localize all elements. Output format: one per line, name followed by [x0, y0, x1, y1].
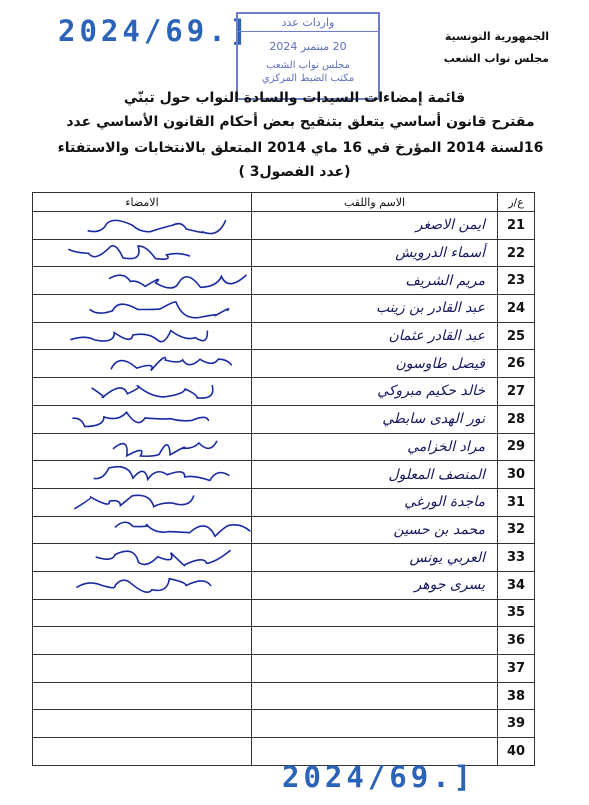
member-name — [252, 682, 498, 710]
member-name: ايمن الاصغر — [252, 212, 498, 240]
signatures-table — [32, 192, 535, 766]
table-row — [33, 405, 535, 433]
signature-cell — [33, 544, 252, 572]
signature-scribble — [33, 295, 253, 322]
row-number: 33 — [498, 544, 535, 572]
signature-scribble — [33, 350, 253, 377]
signature-scribble — [33, 212, 253, 239]
row-number: 22 — [498, 239, 535, 267]
registry-stamp-footer-1: مجلس نواب الشعب — [266, 60, 350, 71]
signature-cell — [33, 295, 252, 323]
table-row — [33, 322, 535, 350]
signature-cell — [33, 599, 252, 627]
member-name — [252, 627, 498, 655]
row-number: 37 — [498, 655, 535, 683]
parliament-header: مجلس نواب الشعب — [443, 52, 549, 65]
row-number: 26 — [498, 350, 535, 378]
signature-scribble — [33, 267, 253, 294]
member-name — [252, 710, 498, 738]
row-number: 28 — [498, 405, 535, 433]
signature-scribble — [33, 434, 253, 461]
table-row — [33, 710, 535, 738]
member-name: العربي يونس — [252, 544, 498, 572]
signature-cell — [33, 655, 252, 683]
member-name: مراد الخزامي — [252, 433, 498, 461]
row-number: 38 — [498, 682, 535, 710]
table-row — [33, 295, 535, 323]
row-number: 29 — [498, 433, 535, 461]
table-row — [33, 378, 535, 406]
signature-cell — [33, 627, 252, 655]
table-row — [33, 544, 535, 572]
signature-cell — [33, 710, 252, 738]
signature-cell — [33, 488, 252, 516]
signature-scribble — [33, 461, 253, 488]
document-title-line-4: (عدد الفصول3 ) — [238, 164, 351, 180]
member-name: أسماء الدرويش — [252, 239, 498, 267]
registry-stamp-date: 20 مبتمبر 2024 — [269, 40, 347, 53]
table-row — [33, 461, 535, 489]
header-name: الاسم واللقب — [252, 193, 498, 212]
signature-cell — [33, 461, 252, 489]
registry-stamp-footer-2: مكتب الضبط المركزي — [261, 73, 355, 84]
member-name: يسرى جوهر — [252, 571, 498, 599]
table-row — [33, 516, 535, 544]
registry-stamp-header: واردات عدد — [238, 14, 378, 32]
row-number: 40 — [498, 738, 535, 766]
signature-cell — [33, 378, 252, 406]
signature-cell — [33, 212, 252, 240]
signature-cell — [33, 405, 252, 433]
registration-number-stamp-bottom: 2024/69.] — [282, 760, 476, 794]
signature-scribble — [33, 240, 253, 267]
header-number: ع/ر — [498, 193, 535, 212]
table-row — [33, 212, 535, 240]
signature-cell — [33, 433, 252, 461]
table-row — [33, 655, 535, 683]
member-name: مريم الشريف — [252, 267, 498, 295]
signature-cell — [33, 738, 252, 766]
row-number: 31 — [498, 488, 535, 516]
signature-cell — [33, 350, 252, 378]
table-row — [33, 571, 535, 599]
signature-cell — [33, 322, 252, 350]
member-name: محمد بن حسين — [252, 516, 498, 544]
member-name: المنصف المعلول — [252, 461, 498, 489]
registry-stamp — [236, 12, 380, 100]
row-number: 21 — [498, 212, 535, 240]
member-name: فيصل طاوسون — [252, 350, 498, 378]
signature-scribble — [33, 544, 253, 571]
registration-number-stamp-top: 2024/69.] — [58, 14, 252, 48]
table-row — [33, 627, 535, 655]
signature-scribble — [33, 323, 253, 350]
table-header-row — [33, 193, 535, 212]
row-number: 36 — [498, 627, 535, 655]
member-name: عبد القادر بن زينب — [252, 295, 498, 323]
member-name — [252, 599, 498, 627]
signature-cell — [33, 516, 252, 544]
signature-scribble — [33, 378, 253, 405]
republic-header: الجمهورية التونسية — [444, 30, 549, 43]
member-name: ماجدة الورغي — [252, 488, 498, 516]
signature-cell — [33, 571, 252, 599]
table-row — [33, 267, 535, 295]
document-title-line-2: مقترح قانون أساسي يتعلق بتنقيح بعض أحكام القانون الأساسي عدد — [66, 114, 535, 130]
signature-scribble — [33, 406, 253, 433]
row-number: 35 — [498, 599, 535, 627]
row-number: 30 — [498, 461, 535, 489]
member-name — [252, 655, 498, 683]
row-number: 27 — [498, 378, 535, 406]
member-name: نور الهدى سابطي — [252, 405, 498, 433]
signature-cell — [33, 267, 252, 295]
signature-cell — [33, 682, 252, 710]
signature-scribble — [33, 489, 253, 516]
row-number: 25 — [498, 322, 535, 350]
row-number: 23 — [498, 267, 535, 295]
table-row — [33, 599, 535, 627]
signature-scribble — [33, 517, 253, 544]
table-row — [33, 682, 535, 710]
row-number: 32 — [498, 516, 535, 544]
header-signature: الامضاء — [33, 193, 252, 212]
document-title-line-3: 16لسنة 2014 المؤرخ في 16 ماي 2014 المتعلق بالانتخابات والاستفتاء — [57, 140, 544, 156]
row-number: 24 — [498, 295, 535, 323]
signature-scribble — [33, 572, 253, 599]
table-row — [33, 239, 535, 267]
member-name: خالد حكيم مبروكي — [252, 378, 498, 406]
table-row — [33, 433, 535, 461]
table-row — [33, 350, 535, 378]
document-title-line-1: قائمة إمضاءات السيدات والسادة النواب حول تبنّي — [123, 90, 466, 106]
row-number: 34 — [498, 571, 535, 599]
table-row — [33, 488, 535, 516]
row-number: 39 — [498, 710, 535, 738]
member-name: عبد القادر عثمان — [252, 322, 498, 350]
signature-cell — [33, 239, 252, 267]
